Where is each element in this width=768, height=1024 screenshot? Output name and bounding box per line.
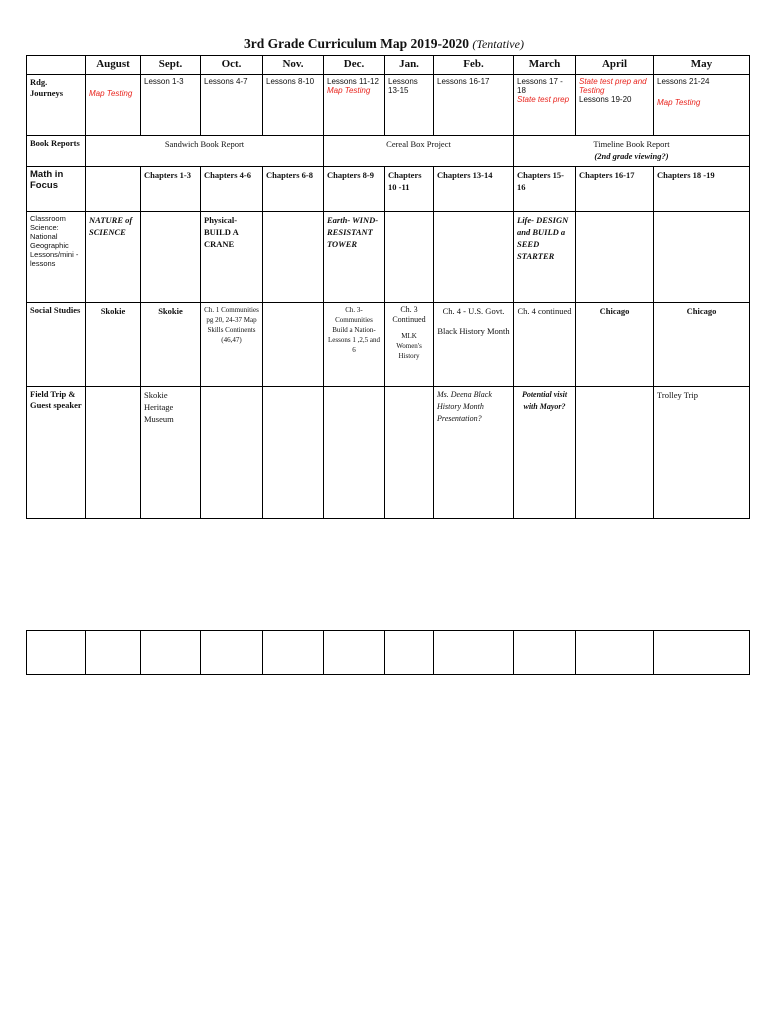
cell-reading-sept: Lesson 1-3 xyxy=(141,75,201,136)
empty-cell xyxy=(434,631,514,675)
row-label-math: Math in Focus xyxy=(27,167,86,212)
cell-math-may: Chapters 18 -19 xyxy=(654,167,750,212)
cell-science-march: Life- DESIGN and BUILD a SEED STARTER xyxy=(514,212,576,303)
cell-math-nov: Chapters 6-8 xyxy=(263,167,324,212)
row-social-studies xyxy=(27,303,750,387)
cell-reading-nov: Lessons 8-10 xyxy=(263,75,324,136)
cell-math-august xyxy=(86,167,141,212)
cell-field-oct xyxy=(201,387,263,519)
month-header: Oct. xyxy=(201,56,263,75)
cell-reading-august xyxy=(86,75,141,136)
header-corner xyxy=(27,56,86,75)
empty-cell xyxy=(385,631,434,675)
cell-math-oct: Chapters 4-6 xyxy=(201,167,263,212)
cell-field-may: Trolley Trip xyxy=(654,387,750,519)
cell-reading-feb: Lessons 16-17 xyxy=(434,75,514,136)
red-note: Map Testing xyxy=(327,86,371,95)
cell-math-april: Chapters 16-17 xyxy=(576,167,654,212)
cell-field-feb: Ms. Deena Black History Month Presentation? xyxy=(434,387,514,519)
row-label-science: Classroom Science: National Geographic Lessons/mini - lessons xyxy=(27,212,86,303)
cell-math-dec: Chapters 8-9 xyxy=(324,167,385,212)
cell-science-april xyxy=(576,212,654,303)
red-note: Map Testing xyxy=(657,98,701,107)
cell-reading-jan: Lessons 13-15 xyxy=(385,75,434,136)
row-label-text: Journeys xyxy=(30,88,64,98)
cell-books-aug-nov: Sandwich Book Report xyxy=(86,136,324,167)
cell-science-nov xyxy=(263,212,324,303)
empty-cell xyxy=(27,631,86,675)
row-label-text: Rdg. xyxy=(30,77,48,87)
cell-text: Lessons 17 - 18 xyxy=(517,77,563,95)
empty-cell xyxy=(201,631,263,675)
row-field-trip xyxy=(27,387,750,519)
cell-science-dec: Earth- WIND- RESISTANT TOWER xyxy=(324,212,385,303)
cell-field-dec xyxy=(324,387,385,519)
cell-social-dec: Ch. 3- Communities Build a Nation- Lessons 1 ,2,5 and 6 xyxy=(324,303,385,387)
cell-math-march: Chapters 15-16 xyxy=(514,167,576,212)
cell-science-sept xyxy=(141,212,201,303)
cell-text: Lessons 11-12 xyxy=(327,77,379,86)
cell-reading-may xyxy=(654,75,750,136)
cell-text: Lessons 19-20 xyxy=(579,95,632,104)
empty-row xyxy=(27,631,750,675)
title-note: (Tentative) xyxy=(472,37,524,51)
cell-social-march: Ch. 4 continued xyxy=(514,303,576,387)
cell-social-may: Chicago xyxy=(654,303,750,387)
cell-social-feb xyxy=(434,303,514,387)
empty-cell xyxy=(514,631,576,675)
cell-science-feb xyxy=(434,212,514,303)
row-label-books: Book Reports xyxy=(27,136,86,167)
cell-field-april xyxy=(576,387,654,519)
page-title xyxy=(0,36,768,52)
empty-cell xyxy=(576,631,654,675)
row-math xyxy=(27,167,750,212)
cell-social-sept: Skokie xyxy=(141,303,201,387)
row-label-field: Field Trip & Guest speaker xyxy=(27,387,86,519)
month-header: May xyxy=(654,56,750,75)
month-header: Nov. xyxy=(263,56,324,75)
cell-field-nov xyxy=(263,387,324,519)
cell-reading-oct: Lessons 4-7 xyxy=(201,75,263,136)
cell-text: Lessons 21-24 xyxy=(657,77,710,86)
row-label-social: Social Studies xyxy=(27,303,86,387)
red-note: State test prep and Testing xyxy=(579,77,647,95)
cell-science-oct: Physical- BUILD A CRANE xyxy=(201,212,263,303)
empty-table xyxy=(26,630,750,675)
cell-reading-dec xyxy=(324,75,385,136)
header-row xyxy=(27,56,750,75)
cell-science-may xyxy=(654,212,750,303)
cell-social-jan xyxy=(385,303,434,387)
cell-text: Black History Month xyxy=(437,326,510,336)
empty-cell xyxy=(263,631,324,675)
cell-note: (2nd grade viewing?) xyxy=(594,151,669,161)
cell-math-jan: Chapters 10 -11 xyxy=(385,167,434,212)
cell-reading-april xyxy=(576,75,654,136)
row-book-reports xyxy=(27,136,750,167)
cell-math-sept: Chapters 1-3 xyxy=(141,167,201,212)
cell-text: Timeline Book Report xyxy=(593,139,670,149)
red-note: Map Testing xyxy=(89,89,133,98)
month-header: March xyxy=(514,56,576,75)
month-header: Feb. xyxy=(434,56,514,75)
cell-text: Ch. 4 - U.S. Govt. xyxy=(442,306,505,316)
month-header: August xyxy=(86,56,141,75)
cell-social-august: Skokie xyxy=(86,303,141,387)
empty-cell xyxy=(654,631,750,675)
month-header: Jan. xyxy=(385,56,434,75)
month-header: April xyxy=(576,56,654,75)
month-header: Dec. xyxy=(324,56,385,75)
empty-cell xyxy=(324,631,385,675)
empty-cell xyxy=(86,631,141,675)
row-label-reading xyxy=(27,75,86,136)
empty-cell xyxy=(141,631,201,675)
cell-text: MLK Women's History xyxy=(396,332,422,360)
cell-math-feb: Chapters 13-14 xyxy=(434,167,514,212)
title-text: 3rd Grade Curriculum Map 2019-2020 xyxy=(244,36,470,51)
row-reading xyxy=(27,75,750,136)
cell-field-march: Potential visit with Mayor? xyxy=(514,387,576,519)
cell-field-sept: Skokie Heritage Museum xyxy=(141,387,201,519)
cell-field-august xyxy=(86,387,141,519)
cell-science-jan xyxy=(385,212,434,303)
cell-field-jan xyxy=(385,387,434,519)
cell-reading-march xyxy=(514,75,576,136)
month-header: Sept. xyxy=(141,56,201,75)
row-science xyxy=(27,212,750,303)
curriculum-table xyxy=(26,55,750,519)
cell-social-nov xyxy=(263,303,324,387)
cell-books-mar-may xyxy=(514,136,750,167)
cell-social-oct: Ch. 1 Communities pg 20, 24-37 Map Skills Continents (46,47) xyxy=(201,303,263,387)
cell-social-april: Chicago xyxy=(576,303,654,387)
cell-books-dec-feb: Cereal Box Project xyxy=(324,136,514,167)
red-note: State test prep xyxy=(517,95,570,104)
cell-science-august: NATURE of SCIENCE xyxy=(86,212,141,303)
cell-text: Ch. 3 Continued xyxy=(392,305,426,324)
